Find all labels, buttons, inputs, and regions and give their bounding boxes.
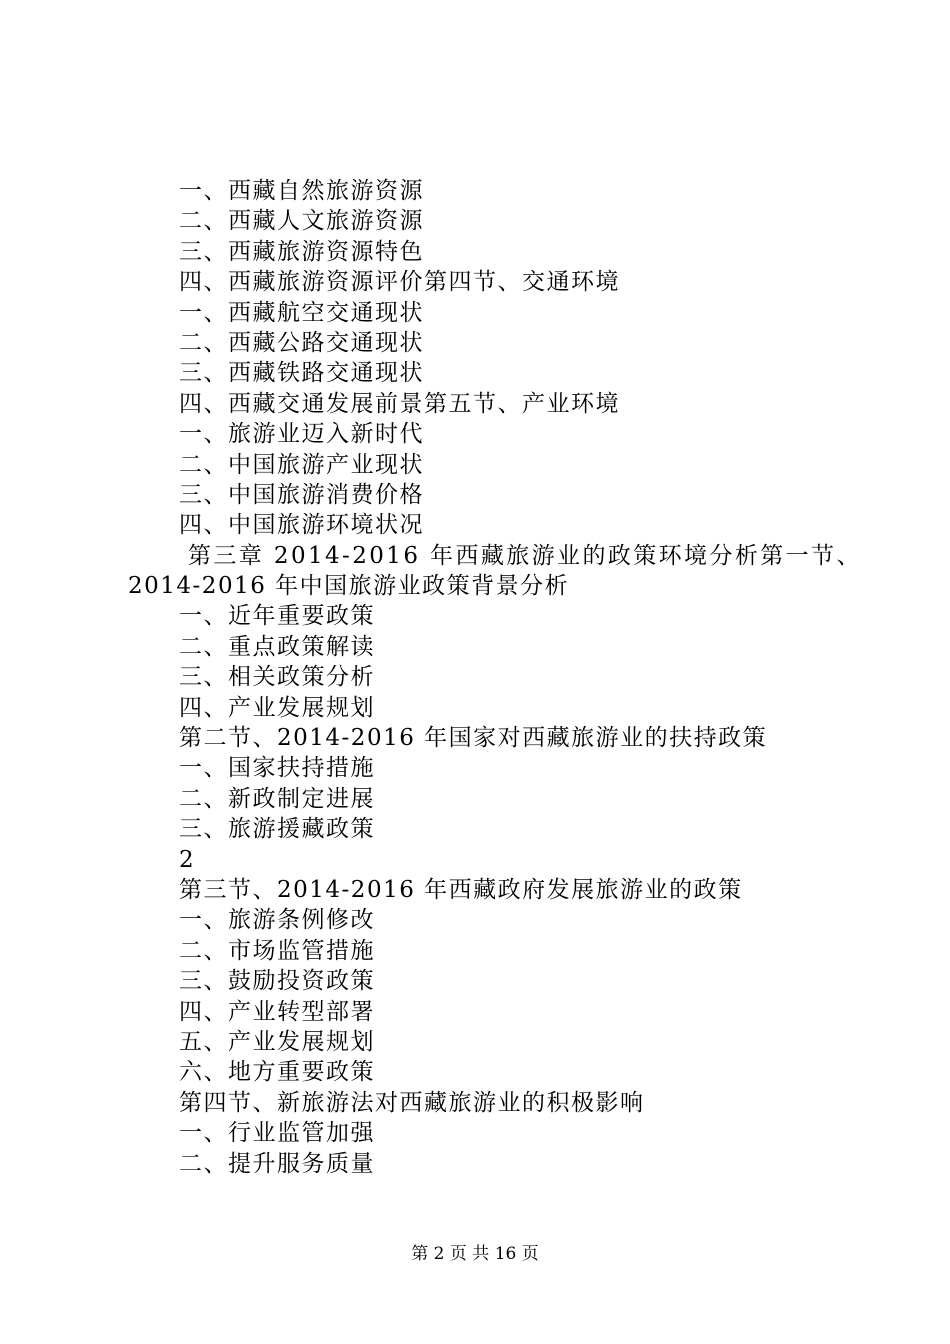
- document-body: [128, 176, 862, 1179]
- text-line: 四、中国旅游环境状况: [179, 512, 424, 539]
- text-line: 二、西藏人文旅游资源: [179, 208, 424, 235]
- text-line: 一、西藏自然旅游资源: [179, 178, 424, 204]
- text-line: 六、地方重要政策: [179, 1059, 375, 1086]
- text-line: 三、相关政策分析: [179, 664, 375, 691]
- text-line: 五、产业发展规划: [179, 1028, 375, 1055]
- chapter-heading-continued: 2014-2016 年中国旅游业政策背景分析: [128, 573, 570, 600]
- text-line: 一、旅游条例修改: [179, 907, 375, 934]
- section-heading: 第三节、2014-2016 年西藏政府发展旅游业的政策: [179, 876, 743, 903]
- page-number-inline: 2: [179, 846, 196, 873]
- text-line: 二、市场监管措施: [179, 937, 375, 964]
- text-line: 二、提升服务质量: [179, 1150, 375, 1177]
- text-line: 三、西藏旅游资源特色: [179, 238, 424, 265]
- text-line: 三、鼓励投资政策: [179, 968, 375, 995]
- text-line: 二、新政制定进展: [179, 785, 375, 812]
- text-line: 一、国家扶持措施: [179, 755, 375, 782]
- text-line: 四、产业转型部署: [179, 998, 375, 1025]
- text-line: 四、西藏交通发展前景第五节、产业环境: [179, 390, 620, 417]
- text-line: 一、旅游业迈入新时代: [179, 421, 424, 448]
- page-footer: 第 2 页 共 16 页: [411, 1244, 539, 1264]
- text-line: 一、西藏航空交通现状: [179, 299, 424, 326]
- text-line: 二、中国旅游产业现状: [179, 451, 424, 478]
- text-line: 三、中国旅游消费价格: [179, 481, 424, 508]
- chapter-heading: 第三章 2014-2016 年西藏旅游业的政策环境分析第一节、: [188, 542, 862, 569]
- text-line: 二、西藏公路交通现状: [179, 329, 424, 356]
- text-line: 一、行业监管加强: [179, 1120, 375, 1147]
- section-heading: 第二节、2014-2016 年国家对西藏旅游业的扶持政策: [179, 725, 768, 752]
- text-line: 四、西藏旅游资源评价第四节、交通环境: [179, 269, 620, 296]
- text-line: 一、近年重要政策: [179, 603, 375, 630]
- text-line: 二、重点政策解读: [179, 633, 375, 660]
- text-line: 四、产业发展规划: [179, 694, 375, 721]
- section-heading: 第四节、新旅游法对西藏旅游业的积极影响: [179, 1089, 645, 1116]
- text-line: 三、旅游援藏政策: [179, 816, 375, 843]
- text-line: 三、西藏铁路交通现状: [179, 360, 424, 387]
